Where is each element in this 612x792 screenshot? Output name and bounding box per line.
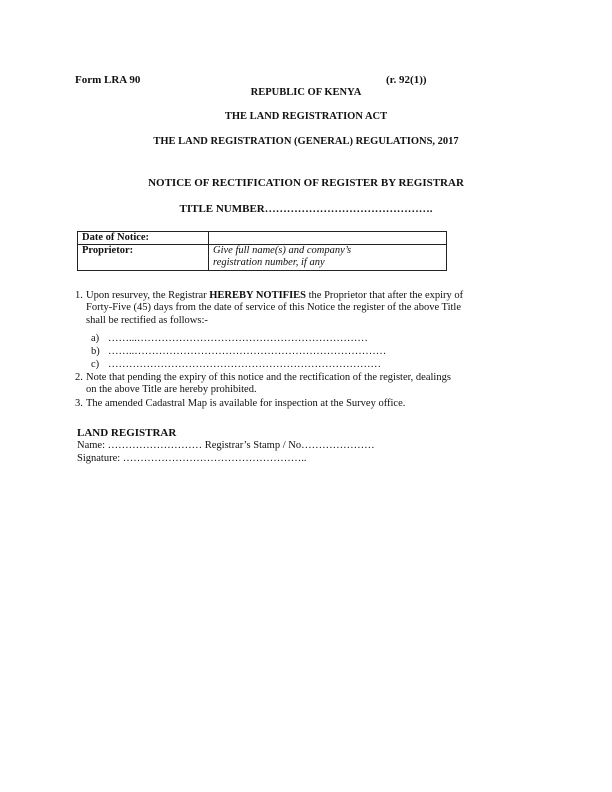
rectification-item-a[interactable]: [91, 333, 368, 344]
regulations-heading: THE LAND REGISTRATION (GENERAL) REGULATIONS, 2017: [153, 136, 459, 147]
clause-1: [75, 290, 463, 327]
rectification-item-b[interactable]: [91, 346, 386, 357]
clause-1-bold: HEREBY NOTIFIES: [209, 290, 307, 301]
clause-3-number: 3.: [75, 398, 83, 409]
notice-title: NOTICE OF RECTIFICATION OF REGISTER BY REGISTRAR: [148, 177, 464, 189]
clause-2-line1: Note that pending the expiry of this notice and the rectification of the register, dealings: [86, 372, 451, 383]
republic-heading: REPUBLIC OF KENYA: [250, 87, 362, 98]
clause-1-number: 1.: [75, 290, 83, 301]
table-row-date: [78, 232, 447, 245]
land-registrar-heading: LAND REGISTRAR: [77, 427, 177, 439]
clause-1-text-post: the Proprietor that after the expiry of: [306, 290, 464, 301]
clause-1-line2: Forty-Five (45) days from the date of service of this Notice the register of the above Title: [86, 302, 461, 314]
clause-2-number: 2.: [75, 372, 83, 383]
item-a-fill[interactable]: ……...…………………………………………………………: [108, 333, 368, 344]
clause-2: [75, 372, 451, 397]
proprietor-value[interactable]: [209, 245, 447, 271]
clause-1-text-pre: Upon resurvey, the Registrar: [86, 290, 210, 301]
title-number-field[interactable]: TITLE NUMBER……………………………………….: [179, 203, 433, 215]
clause-2-line2: on the above Title are hereby prohibited.: [86, 384, 257, 396]
item-c-fill[interactable]: ……………………………………………………………………: [108, 359, 381, 370]
rectification-item-c[interactable]: [91, 359, 381, 370]
act-heading: THE LAND REGISTRATION ACT: [224, 111, 388, 122]
registrar-name-stamp-line[interactable]: Name: ……………………… Registrar’s Stamp / No…………………: [77, 440, 375, 451]
table-row-proprietor: [78, 245, 447, 271]
item-b-fill[interactable]: ……..………………………………………………………………: [108, 346, 387, 357]
item-b-letter: b): [91, 346, 100, 357]
proprietor-hint-line1: Give full name(s) and company’s: [213, 245, 352, 256]
date-of-notice-value[interactable]: [209, 232, 447, 245]
form-id: Form LRA 90: [75, 74, 141, 86]
item-c-letter: c): [91, 359, 100, 370]
registrar-signature-line[interactable]: Signature: ……………………………………………..: [77, 453, 307, 464]
item-a-letter: a): [91, 333, 100, 344]
clause-1-line3: shall be rectified as follows:-: [86, 314, 208, 326]
clause-3-line1: The amended Cadastral Map is available for inspection at the Survey office.: [86, 398, 406, 409]
clause-3: [75, 398, 405, 410]
date-of-notice-label: Date of Notice:: [78, 232, 209, 245]
rule-reference: (r. 92(1)): [386, 74, 427, 86]
proprietor-label: Proprietor:: [78, 245, 209, 271]
proprietor-hint-line2: registration number, if any: [213, 257, 325, 268]
notice-info-table: [77, 231, 447, 271]
